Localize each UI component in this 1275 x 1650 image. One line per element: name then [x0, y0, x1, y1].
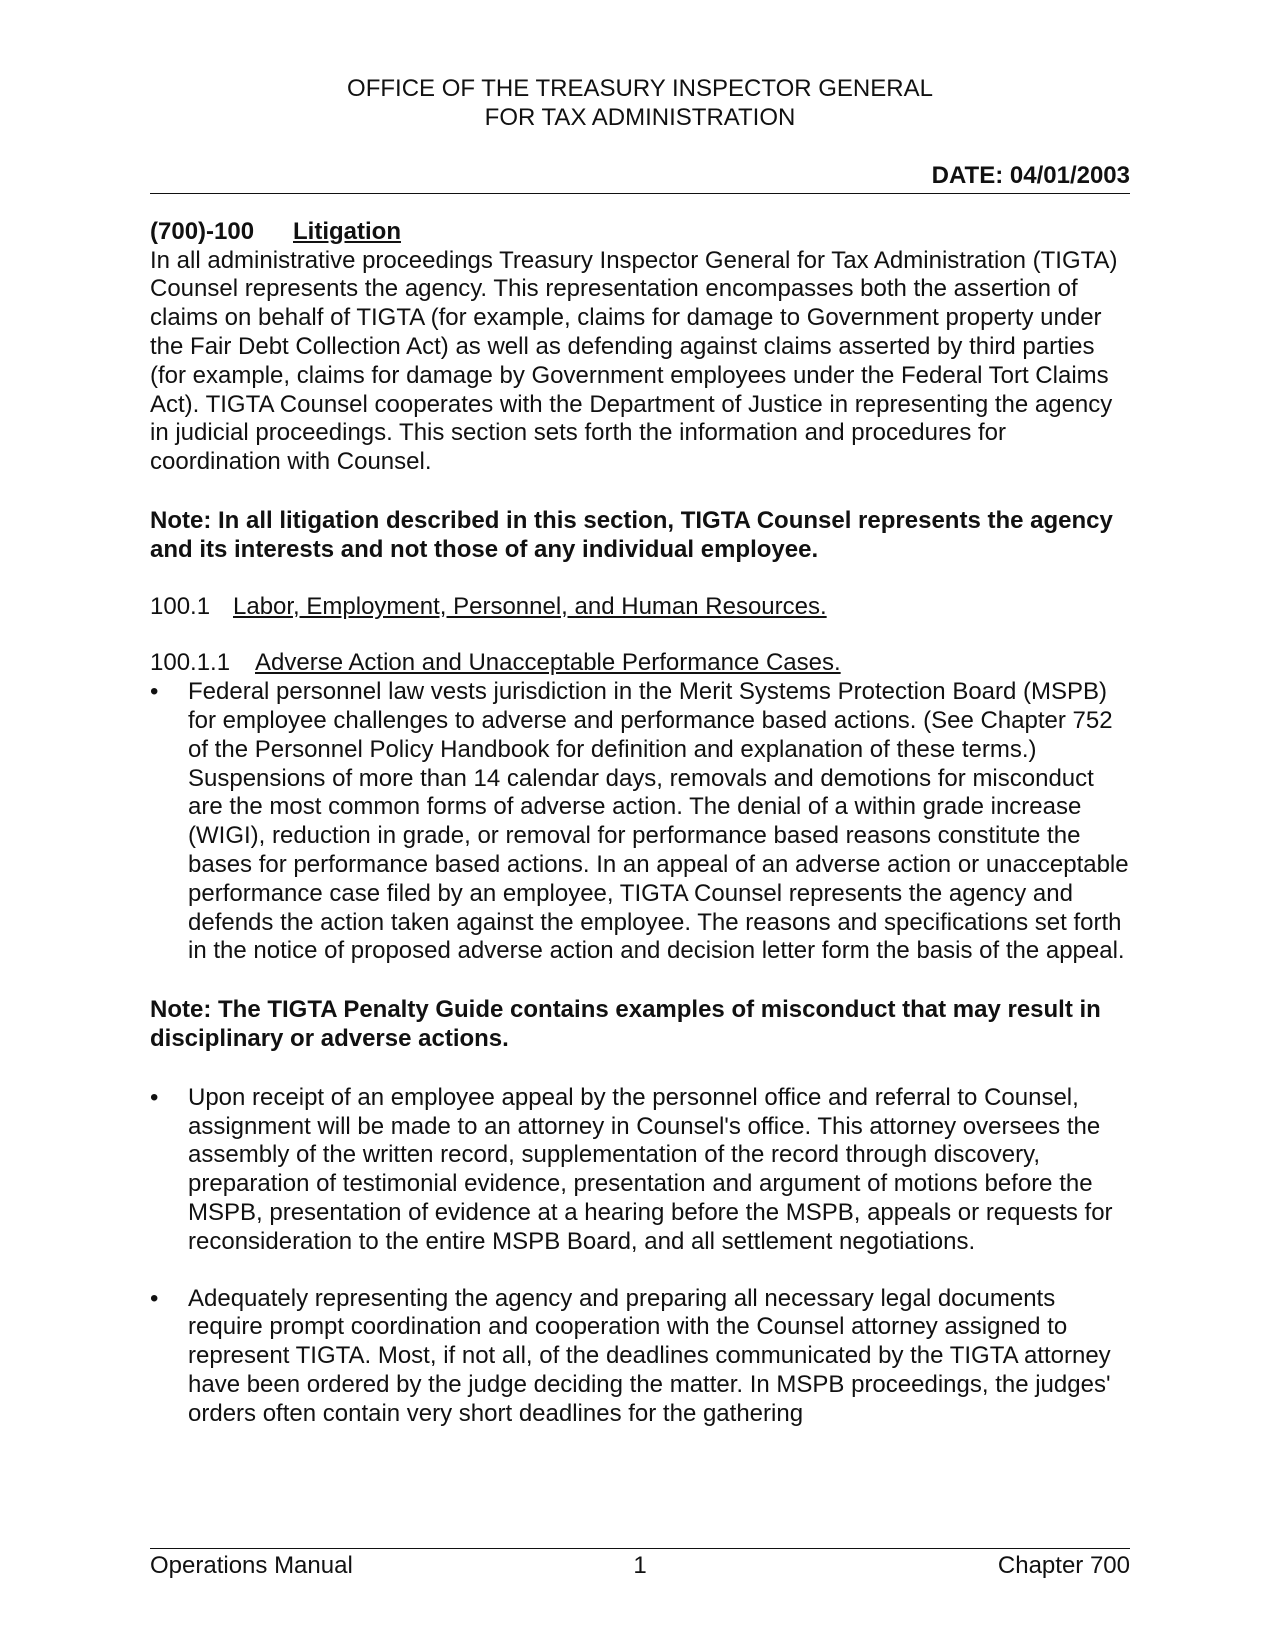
subsection-title: Adverse Action and Unacceptable Performance Cases.: [255, 649, 841, 677]
note-paragraph-1: Note: In all litigation described in this section, TIGTA Counsel represents the agency and its interests and not those of any individual employee.: [150, 506, 1113, 563]
note-paragraph-2: Note: The TIGTA Penalty Guide contains examples of misconduct that may result in disciplinary or adverse actions.: [150, 996, 1101, 1052]
bullet-list-1: [150, 678, 1130, 966]
subsection-number: 100.1: [150, 592, 211, 620]
footer-right: Chapter 700: [997, 1552, 1130, 1579]
document-header: [150, 74, 1130, 132]
section-title: Litigation: [293, 217, 401, 245]
section-intro-paragraph: In all administrative proceedings Treasury Inspector General for Tax Administration (TIGTA) Counsel represents the agency. This representation encompasses both the assertion of claims on behalf of TIGTA (for example, claims for damage to Government property under the Fair Debt Collection Act) as well as defending against claims asserted by third parties (for example, claims for damage by Government employees under the Federal Tort Claims Act). TIGTA Counsel cooperates with the Department of Justice in representing the agency in judicial proceedings. This section sets forth the information and procedures for coordination with Counsel.: [150, 246, 1118, 476]
list-item: [150, 1084, 1130, 1257]
date-line: DATE: 04/01/2003: [150, 162, 1130, 194]
bullet-list-2: [150, 1084, 1130, 1429]
subsection-title: Labor, Employment, Personnel, and Human Resources.: [233, 592, 827, 620]
subsection-number: 100.1.1: [150, 649, 231, 677]
list-item: [150, 678, 1130, 966]
subsection-heading-100-1: [150, 593, 1130, 622]
list-item: [150, 1285, 1130, 1429]
document-page: [150, 74, 1130, 1574]
header-line-1: OFFICE OF THE TREASURY INSPECTOR GENERAL: [347, 75, 933, 102]
subsection-heading-100-1-1: [150, 649, 1130, 678]
bullet-icon: •: [150, 1284, 159, 1312]
footer-left: Operations Manual: [150, 1552, 353, 1579]
page-footer: [150, 1548, 1130, 1580]
bullet-icon: •: [150, 678, 159, 706]
section-heading: [150, 218, 1130, 247]
page-number: 1: [633, 1552, 647, 1579]
section-number: (700)-100: [150, 217, 255, 245]
list-item-text: Adequately representing the agency and preparing all necessary legal documents require prompt coordination and cooperation with the Counsel attorney assigned to represent TIGTA. Most, if not all, of the deadlines communicated by the TIGTA attorney have been ordered by the judge deciding the matter. In MSPB proceedings, the judges' orders often contain very short deadlines for the gathering: [188, 1284, 1111, 1427]
list-item-text: Upon receipt of an employee appeal by the personnel office and referral to Counsel, assignment will be made to an attorney in Counsel's office. This attorney oversees the assembly of the written record, supplementation of the record through discovery, preparation of testimonial evidence, presentation and argument of motions before the MSPB, presentation of evidence at a hearing before the MSPB, appeals or requests for reconsideration to the entire MSPB Board, and all settlement negotiations.: [188, 1083, 1113, 1255]
list-item-text: Federal personnel law vests jurisdiction in the Merit Systems Protection Board (MSPB) for employee challenges to adverse and performance based actions. (See Chapter 752 of the Personnel Policy Handbook for definition and explanation of these terms.) Suspensions of more than 14 calendar days, removals and demotions for misconduct are the most common forms of adverse action. The denial of a within grade increase (WIGI), reduction in grade, or removal for performance based reasons constitute the bases for performance based actions. In an appeal of an adverse action or unacceptable performance case filed by an employee, TIGTA Counsel represents the agency and defends the action taken against the employee. The reasons and specifications set forth in the notice of proposed adverse action and decision letter form the basis of the appeal.: [188, 678, 1129, 965]
bullet-icon: •: [150, 1083, 159, 1111]
header-line-2: FOR TAX ADMINISTRATION: [484, 104, 796, 131]
